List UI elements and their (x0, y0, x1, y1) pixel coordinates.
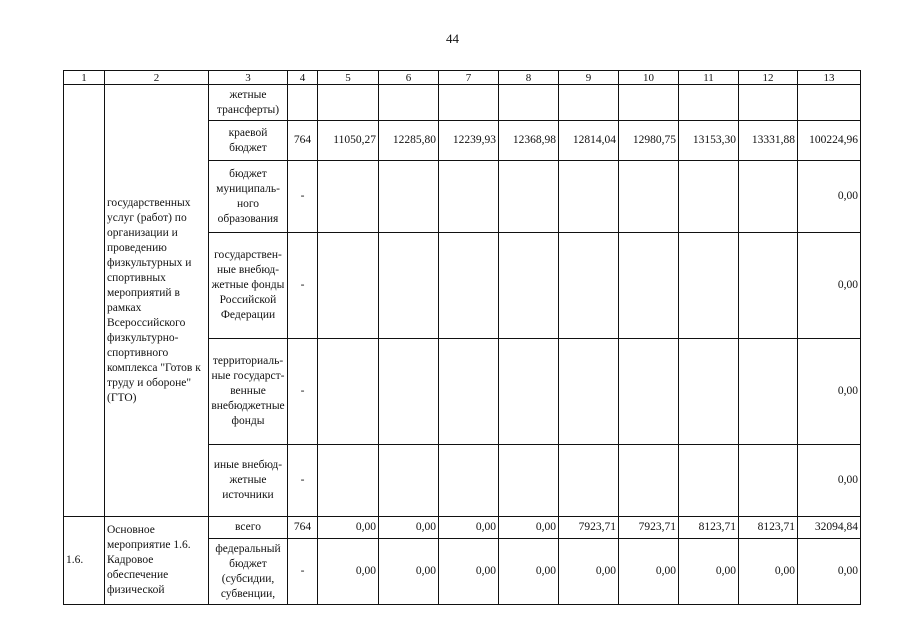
total-cell: 0,00 (798, 339, 861, 445)
year-value-cell: 8123,71 (679, 517, 739, 539)
budget-table (63, 70, 861, 605)
column-header: 9 (559, 71, 619, 85)
year-value-cell (619, 233, 679, 339)
year-value-cell: 0,00 (499, 539, 559, 605)
budget-code: - (288, 233, 318, 339)
year-value-cell: 13153,30 (679, 121, 739, 161)
year-value-cell (379, 161, 439, 233)
year-value-cell: 11050,27 (318, 121, 379, 161)
total-cell: 0,00 (798, 539, 861, 605)
year-value-cell: 0,00 (379, 539, 439, 605)
page-number: 44 (446, 31, 459, 46)
year-value-cell (619, 339, 679, 445)
total-cell: 0,00 (798, 161, 861, 233)
year-value-cell (679, 161, 739, 233)
item-description: государственных услуг (работ) по организации и проведению физкультурных и спортивных мероприятий в рамках Всероссийского физкультурно-спортивного комплекса "Готов к труду и обороне" (ГТО) (105, 85, 209, 517)
item-description: Основное мероприятие 1.6. Кадровое обеспечение физической (105, 517, 209, 605)
year-value-cell (739, 161, 798, 233)
year-value-cell (439, 85, 499, 121)
year-value-cell: 7923,71 (559, 517, 619, 539)
year-value-cell (379, 85, 439, 121)
year-value-cell: 0,00 (439, 539, 499, 605)
year-value-cell: 0,00 (318, 539, 379, 605)
column-header: 11 (679, 71, 739, 85)
year-value-cell: 12368,98 (499, 121, 559, 161)
table-row (64, 85, 861, 121)
year-value-cell (439, 233, 499, 339)
funding-source: бюджет муниципаль-ного образования (209, 161, 288, 233)
funding-source: государствен-ные внебюд-жетные фонды Российской Федерации (209, 233, 288, 339)
total-cell: 0,00 (798, 233, 861, 339)
year-value-cell: 0,00 (739, 539, 798, 605)
year-value-cell (439, 161, 499, 233)
funding-source: федеральный бюджет (субсидии, субвенции, (209, 539, 288, 605)
column-header-row (64, 71, 861, 85)
column-header: 12 (739, 71, 798, 85)
year-value-cell: 7923,71 (619, 517, 679, 539)
funding-source: всего (209, 517, 288, 539)
year-value-cell: 0,00 (499, 517, 559, 539)
column-header: 3 (209, 71, 288, 85)
year-value-cell (679, 339, 739, 445)
year-value-cell (559, 161, 619, 233)
column-header: 6 (379, 71, 439, 85)
year-value-cell (739, 445, 798, 517)
year-value-cell: 12239,93 (439, 121, 499, 161)
total-cell: 100224,96 (798, 121, 861, 161)
year-value-cell (379, 233, 439, 339)
year-value-cell (679, 445, 739, 517)
budget-code: 764 (288, 517, 318, 539)
column-header: 5 (318, 71, 379, 85)
year-value-cell (679, 233, 739, 339)
year-value-cell: 12285,80 (379, 121, 439, 161)
year-value-cell: 0,00 (439, 517, 499, 539)
column-header: 2 (105, 71, 209, 85)
year-value-cell (739, 339, 798, 445)
year-value-cell: 0,00 (318, 517, 379, 539)
year-value-cell: 8123,71 (739, 517, 798, 539)
year-value-cell (619, 445, 679, 517)
item-number: 1.6. (64, 517, 105, 605)
year-value-cell (499, 161, 559, 233)
funding-source: территориаль-ные государст-венные внебюджетные фонды (209, 339, 288, 445)
year-value-cell: 0,00 (679, 539, 739, 605)
year-value-cell (439, 339, 499, 445)
total-cell: 0,00 (798, 445, 861, 517)
year-value-cell (559, 339, 619, 445)
year-value-cell: 12814,04 (559, 121, 619, 161)
year-value-cell (619, 161, 679, 233)
column-header: 1 (64, 71, 105, 85)
funding-source: краевой бюджет (209, 121, 288, 161)
year-value-cell (499, 445, 559, 517)
budget-code (288, 85, 318, 121)
funding-source: жетные трансферты) (209, 85, 288, 121)
column-header: 8 (499, 71, 559, 85)
year-value-cell (318, 233, 379, 339)
column-header: 10 (619, 71, 679, 85)
year-value-cell (739, 233, 798, 339)
total-cell: 32094,84 (798, 517, 861, 539)
year-value-cell: 13331,88 (739, 121, 798, 161)
year-value-cell (619, 85, 679, 121)
budget-code: - (288, 339, 318, 445)
year-value-cell: 0,00 (619, 539, 679, 605)
budget-code: 764 (288, 121, 318, 161)
funding-source: иные внебюд-жетные источники (209, 445, 288, 517)
year-value-cell (318, 339, 379, 445)
budget-code: - (288, 161, 318, 233)
year-value-cell (318, 445, 379, 517)
column-header: 4 (288, 71, 318, 85)
table-row (64, 517, 861, 539)
year-value-cell (318, 161, 379, 233)
column-header: 7 (439, 71, 499, 85)
year-value-cell (318, 85, 379, 121)
column-header: 13 (798, 71, 861, 85)
year-value-cell (679, 85, 739, 121)
year-value-cell (499, 233, 559, 339)
year-value-cell: 0,00 (559, 539, 619, 605)
year-value-cell (499, 339, 559, 445)
year-value-cell (379, 445, 439, 517)
budget-code: - (288, 539, 318, 605)
total-cell (798, 85, 861, 121)
budget-code: - (288, 445, 318, 517)
year-value-cell: 12980,75 (619, 121, 679, 161)
year-value-cell (739, 85, 798, 121)
year-value-cell: 0,00 (379, 517, 439, 539)
year-value-cell (559, 445, 619, 517)
year-value-cell (439, 445, 499, 517)
year-value-cell (559, 85, 619, 121)
year-value-cell (559, 233, 619, 339)
year-value-cell (379, 339, 439, 445)
year-value-cell (499, 85, 559, 121)
item-number (64, 85, 105, 517)
